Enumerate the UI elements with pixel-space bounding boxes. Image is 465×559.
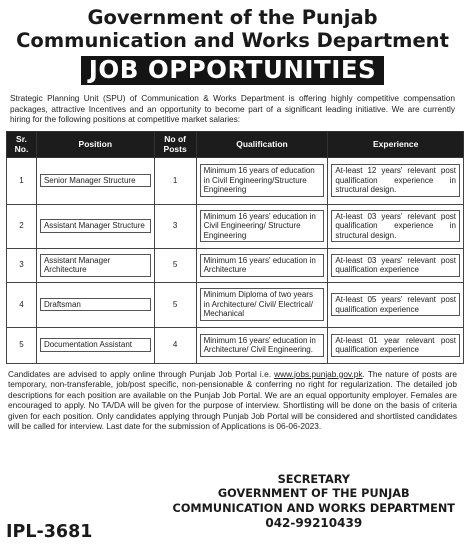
cell-qualification	[196, 157, 328, 204]
table-row	[7, 282, 464, 327]
header-title-line1: Government of the Punjab	[87, 6, 378, 29]
cell-sr: 4	[7, 282, 37, 327]
signature-department: COMMUNICATION AND WORKS DEPARTMENT	[172, 501, 455, 515]
header-position: Position	[36, 131, 154, 157]
cell-posts: 1	[154, 157, 196, 204]
cell-position	[36, 204, 154, 248]
header-qualification: Qualification	[196, 131, 328, 157]
cell-qualification	[196, 248, 328, 282]
cell-experience	[328, 157, 464, 204]
cell-position	[36, 248, 154, 282]
table-row	[7, 204, 464, 248]
ipl-number: IPL-3681	[6, 522, 93, 542]
cell-qualification	[196, 327, 328, 363]
positions-table	[6, 131, 464, 364]
cell-posts: 5	[154, 248, 196, 282]
qualification-text: Minimum 16 years of education in Civil Engineering/Structure Engineering	[200, 164, 325, 197]
cell-experience	[328, 204, 464, 248]
cell-sr: 2	[7, 204, 37, 248]
experience-text: At-least 01 year relevant post qualification experience	[331, 334, 460, 357]
experience-text: At-least 03 years' relevant post qualification experience in structural design.	[331, 210, 460, 243]
cell-position	[36, 157, 154, 204]
cell-posts: 3	[154, 204, 196, 248]
experience-text: At-least 05 years' relevant post qualification experience	[331, 293, 460, 316]
instructions-text-start: Candidates are advised to apply online through Punjab Job Portal i.e.	[8, 368, 275, 379]
position-text: Draftsman	[40, 298, 151, 312]
signature-phone: 042-99210439	[265, 515, 363, 530]
intro-paragraph: Strategic Planning Unit (SPU) of Communication & Works Department is offering highly competitive compensation packages, attractive Incentives and an opportunity to become part of a significant leading initiative. We are currently hiring for the following positions at competitive market salaries:	[10, 93, 455, 124]
banner-wrapper	[4, 56, 461, 85]
cell-sr: 1	[7, 157, 37, 204]
table-row	[7, 248, 464, 282]
table-row	[7, 327, 464, 363]
cell-position	[36, 282, 154, 327]
cell-qualification	[196, 204, 328, 248]
position-text: Assistant Manager Architecture	[40, 254, 151, 277]
signature-government: GOVERNMENT OF THE PUNJAB	[217, 487, 410, 501]
header-sr: Sr. No.	[7, 131, 37, 157]
instructions-paragraph	[8, 369, 457, 433]
cell-qualification	[196, 282, 328, 327]
cell-position	[36, 327, 154, 363]
qualification-text: Minimum 16 years' education in Architecture/ Civil Engineering.	[200, 334, 325, 357]
signature-block	[173, 473, 455, 530]
job-portal-link[interactable]: www.jobs.punjab.gov.pk	[274, 368, 363, 379]
cell-experience	[328, 327, 464, 363]
experience-text: At-least 12 years' relevant post qualification experience in structural design.	[331, 164, 460, 197]
job-opportunities-banner: JOB OPPORTUNITIES	[81, 56, 384, 85]
cell-posts: 4	[154, 327, 196, 363]
cell-experience	[328, 282, 464, 327]
cell-experience	[328, 248, 464, 282]
position-text: Documentation Assistant	[40, 338, 151, 352]
header-posts: No of Posts	[154, 131, 196, 157]
position-text: Assistant Manager Structure	[40, 219, 151, 233]
cell-posts: 5	[154, 282, 196, 327]
signature-title: SECRETARY	[277, 473, 350, 486]
instructions-text-rest: . The nature of posts are temporary, non-transferable, job/post specific, non-pensionable & conferring no right for regularization. The detailed job descriptions for each position are available on the Punjab Job Portal. We are an equal opportunity employer. Females are encouraged to apply. No TA/DA will be given for the purpose of interview. Shortlisting will be done on the basis of criteria given for each position. Only candidates applying through Punjab Job Portal will be considered and shortlisted candidates will be called for interview. Last date for the submission of Applications is 06-06-2023.	[8, 368, 457, 432]
cell-sr: 5	[7, 327, 37, 363]
qualification-text: Minimum 16 years' education in Architecture	[200, 254, 325, 277]
qualification-text: Minimum 16 years' education in Civil Engineering/ Structure Engineering	[200, 210, 325, 243]
header-title-line2: Communication and Works Department	[16, 28, 449, 52]
table-row	[7, 157, 464, 204]
experience-text: At-least 03 years' relevant post qualification experience	[331, 254, 460, 277]
header-experience: Experience	[328, 131, 464, 157]
cell-sr: 3	[7, 248, 37, 282]
table-header-row	[7, 131, 464, 157]
qualification-text: Minimum Diploma of two years in Architecture/ Civil/ Electrical/ Mechanical	[200, 288, 325, 321]
position-text: Senior Manager Structure	[40, 174, 151, 188]
